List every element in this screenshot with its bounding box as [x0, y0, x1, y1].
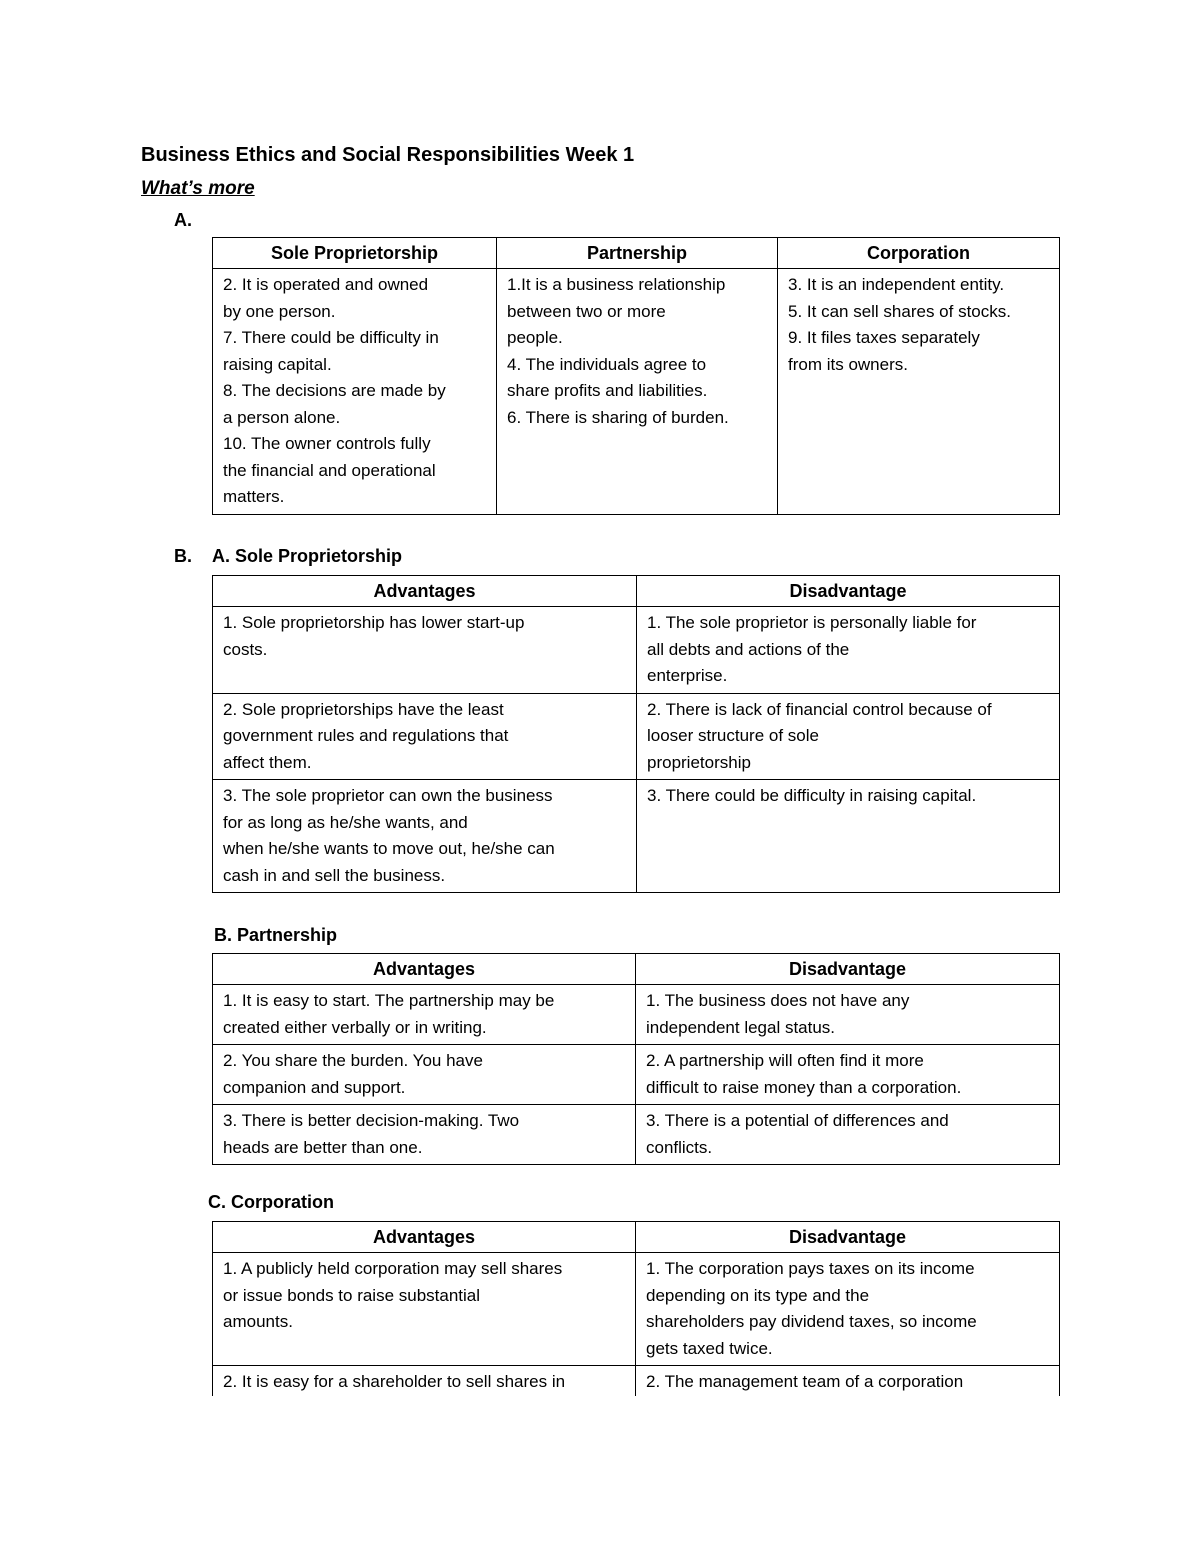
cell-line: 1. Sole proprietorship has lower start-up	[223, 613, 525, 632]
cell-line: 1.It is a business relationship	[507, 275, 726, 294]
disadvantage-cell	[637, 780, 1060, 893]
corporation-cell	[778, 269, 1060, 515]
cell-line: from its owners.	[788, 354, 908, 374]
partnership-cell	[497, 269, 778, 515]
advantages-header: Advantages	[213, 576, 637, 607]
corporation-table	[212, 1221, 1060, 1396]
advantage-cell	[213, 1366, 636, 1397]
cell-line: companion and support.	[223, 1077, 406, 1097]
cell-line: affect them.	[223, 752, 312, 772]
corporation-table-clip	[205, 1221, 1075, 1396]
cell-line: for as long as he/she wants, and	[223, 812, 468, 832]
table-row	[213, 269, 1060, 515]
sole-proprietorship-cell	[213, 269, 497, 515]
cell-line: government rules and regulations that	[223, 726, 509, 745]
cell-line: the financial and operational	[223, 460, 436, 480]
table-row	[213, 780, 1060, 893]
column-header-partnership: Partnership	[497, 238, 778, 269]
cell-line: 1. A publicly held corporation may sell shares	[223, 1259, 563, 1278]
cell-line: depending on its type and the	[646, 1285, 870, 1305]
cell-line: 1. The business does not have any	[646, 991, 910, 1010]
section-b-label: B.	[174, 546, 192, 566]
cell-line: 8. The decisions are made by	[223, 381, 446, 400]
cell-line: 5. It can sell shares of stocks.	[788, 301, 1011, 321]
advantage-cell	[213, 780, 637, 893]
cell-line: or issue bonds to raise substantial	[223, 1285, 481, 1305]
cell-line: all debts and actions of the	[647, 639, 850, 659]
cell-line: 2. It is easy for a shareholder to sell shares in	[223, 1372, 566, 1391]
cell-line: 10. The owner controls fully	[223, 434, 431, 453]
cell-line: 1. The sole proprietor is personally liable for	[647, 613, 977, 632]
cell-line: independent legal status.	[646, 1017, 836, 1037]
disadvantage-cell	[637, 693, 1060, 780]
table-row	[213, 985, 1060, 1045]
cell-line: 6. There is sharing of burden.	[507, 407, 729, 427]
table-row	[213, 607, 1060, 694]
section-subtitle: What’s more	[141, 178, 255, 199]
corporation-heading: C. Corporation	[208, 1192, 334, 1212]
partnership-heading: B. Partnership	[214, 925, 338, 945]
table-header-row	[213, 954, 1060, 985]
cell-line: 4. The individuals agree to	[507, 354, 707, 374]
cell-line: 1. The corporation pays taxes on its income	[646, 1259, 975, 1278]
disadvantage-cell	[636, 1366, 1060, 1397]
cell-line: 2. Sole proprietorships have the least	[223, 699, 504, 719]
cell-line: 2. The management team of a corporation	[646, 1372, 964, 1391]
advantage-cell	[213, 693, 637, 780]
disadvantage-cell	[636, 985, 1060, 1045]
cell-line: 9. It files taxes separately	[788, 328, 980, 347]
cell-line: by one person.	[223, 301, 336, 321]
cell-line: 3. The sole proprietor can own the business	[223, 786, 553, 805]
column-header-corporation: Corporation	[778, 238, 1060, 269]
cell-line: share profits and liabilities.	[507, 381, 708, 400]
table-header-row	[213, 1222, 1060, 1253]
table-row	[213, 693, 1060, 780]
advantages-header: Advantages	[213, 954, 636, 985]
business-types-table	[212, 237, 1060, 515]
table-header-row	[213, 238, 1060, 269]
column-header-sole-proprietorship: Sole Proprietorship	[213, 238, 497, 269]
table-row	[213, 1366, 1060, 1397]
cell-line: people.	[507, 328, 563, 347]
cell-line: amounts.	[223, 1312, 293, 1331]
cell-line: difficult to raise money than a corporation.	[646, 1077, 962, 1097]
cell-line: proprietorship	[647, 752, 751, 772]
disadvantage-cell	[637, 607, 1060, 694]
cell-line: enterprise.	[647, 666, 728, 685]
sole-proprietorship-table	[212, 575, 1060, 893]
sole-proprietorship-heading: A. Sole Proprietorship	[212, 546, 403, 566]
cell-line: conflicts.	[646, 1137, 713, 1157]
cell-line: raising capital.	[223, 354, 332, 374]
cell-line: when he/she wants to move out, he/she can	[223, 839, 555, 858]
cell-line: between two or more	[507, 301, 666, 321]
advantage-cell	[213, 1253, 636, 1366]
advantage-cell	[213, 1105, 636, 1165]
cell-line: cash in and sell the business.	[223, 865, 446, 885]
table-row	[213, 1105, 1060, 1165]
cell-line: shareholders pay dividend taxes, so income	[646, 1312, 977, 1331]
cell-line: 2. You share the burden. You have	[223, 1051, 483, 1070]
cell-line: 2. A partnership will often find it more	[646, 1051, 924, 1070]
disadvantage-header: Disadvantage	[636, 1222, 1060, 1253]
partnership-table	[212, 953, 1060, 1165]
cell-line: 2. It is operated and owned	[223, 275, 429, 294]
advantages-header: Advantages	[213, 1222, 636, 1253]
advantage-cell	[213, 985, 636, 1045]
table-row	[213, 1045, 1060, 1105]
section-a-label: A.	[174, 210, 192, 230]
disadvantage-header: Disadvantage	[637, 576, 1060, 607]
cell-line: 1. It is easy to start. The partnership may be	[223, 991, 555, 1010]
cell-line: 7. There could be difficulty in	[223, 328, 439, 347]
disadvantage-cell	[636, 1045, 1060, 1105]
cell-line: created either verbally or in writing.	[223, 1017, 487, 1037]
advantage-cell	[213, 607, 637, 694]
cell-line: 3. There is better decision-making. Two	[223, 1111, 520, 1130]
advantage-cell	[213, 1045, 636, 1105]
cell-line: heads are better than one.	[223, 1137, 423, 1157]
cell-line: a person alone.	[223, 407, 341, 427]
page-title: Business Ethics and Social Responsibilities Week 1	[141, 144, 635, 166]
disadvantage-cell	[636, 1105, 1060, 1165]
cell-line: 3. There is a potential of differences and	[646, 1111, 949, 1130]
cell-line: looser structure of sole	[647, 726, 819, 745]
cell-line: 2. There is lack of financial control because of	[647, 699, 992, 719]
disadvantage-header: Disadvantage	[636, 954, 1060, 985]
cell-line: 3. There could be difficulty in raising capital.	[647, 786, 977, 805]
cell-line: gets taxed twice.	[646, 1338, 773, 1358]
cell-line: matters.	[223, 487, 285, 506]
disadvantage-cell	[636, 1253, 1060, 1366]
table-row	[213, 1253, 1060, 1366]
cell-line: costs.	[223, 639, 268, 659]
cell-line: 3. It is an independent entity.	[788, 275, 1005, 294]
table-header-row	[213, 576, 1060, 607]
